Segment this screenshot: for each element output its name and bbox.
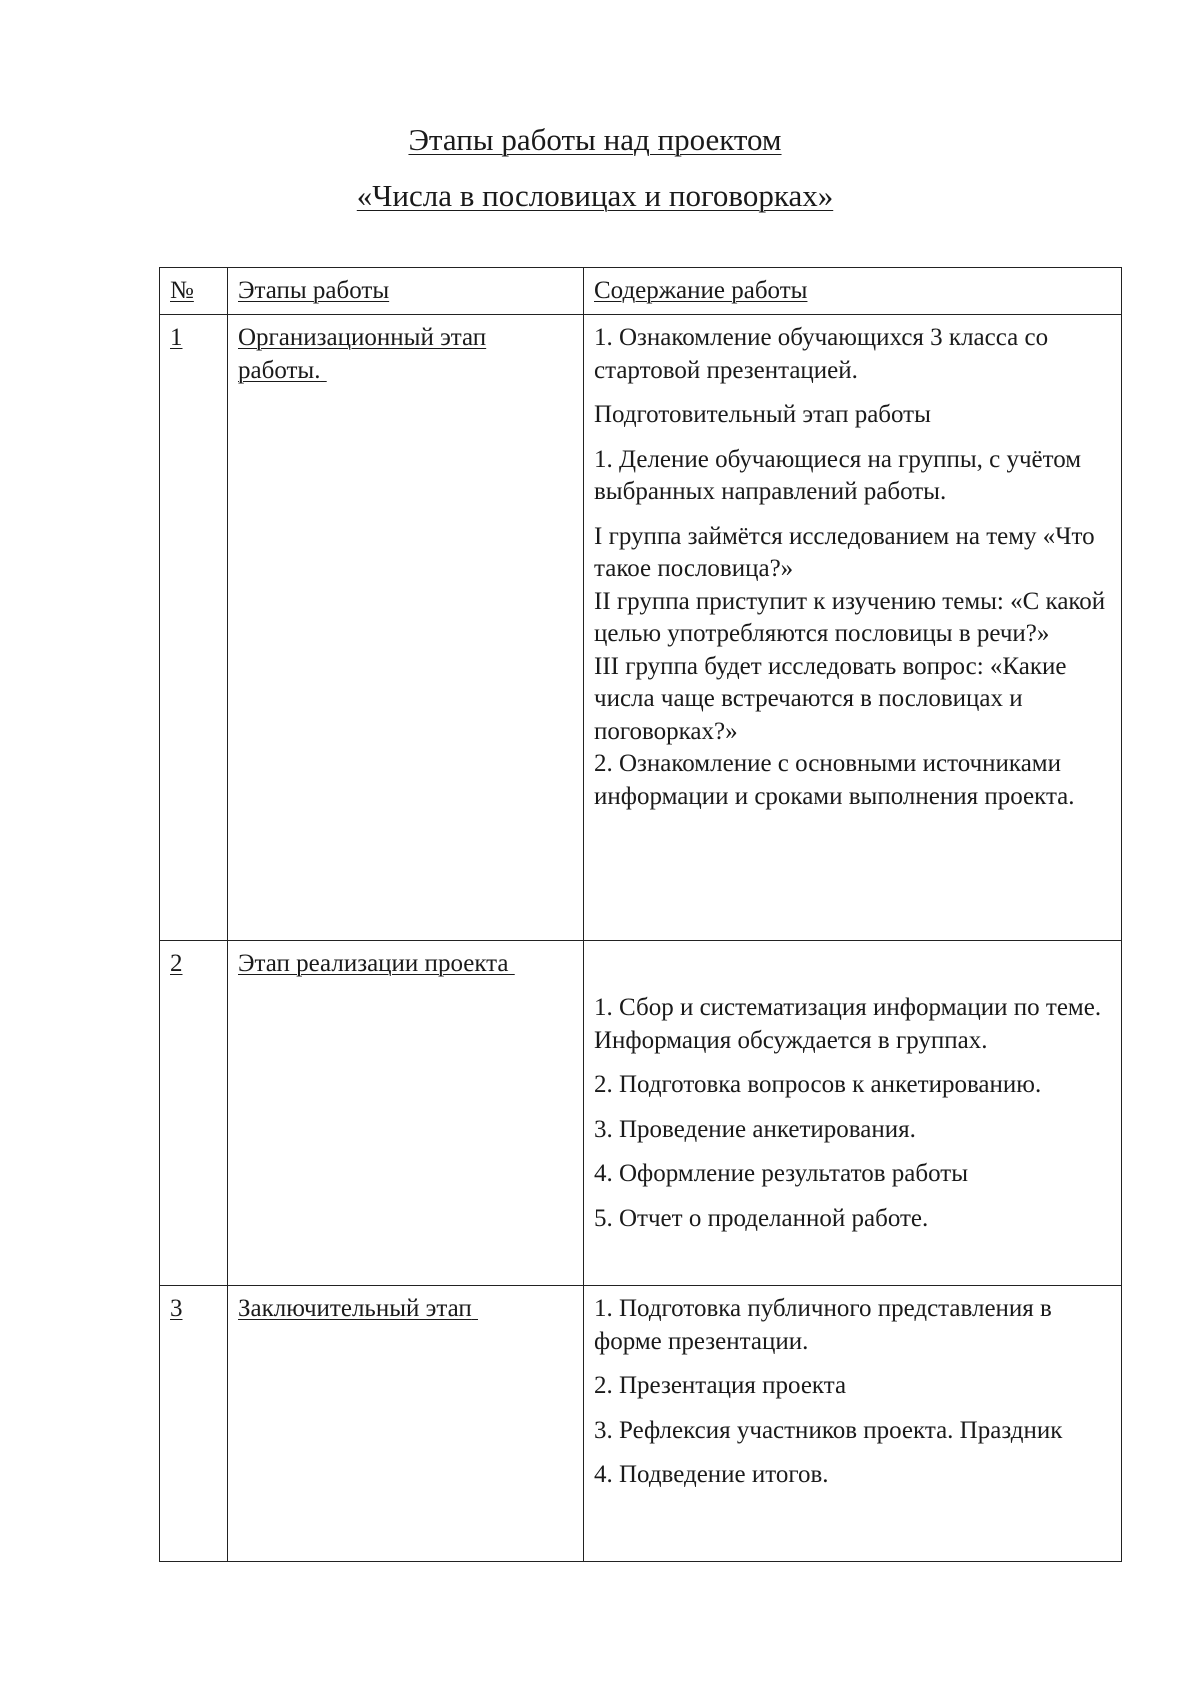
content-paragraph: II группа приступит к изучению темы: «С какой целью употребляются пословицы в речи?» — [594, 587, 1106, 647]
content-paragraph: 3. Рефлексия участников проекта. Праздник — [594, 1416, 1063, 1444]
content-paragraph: 2. Подготовка вопросов к анкетированию. — [594, 1071, 1042, 1098]
content-paragraph: 1. Подготовка публичного представления в форме презентации. — [594, 1295, 1052, 1355]
title-line-2: «Числа в пословицах и поговорках» — [356, 178, 834, 213]
header-cell-stage: Этапы работы — [228, 268, 584, 315]
header-cell-content: Содержание работы — [584, 268, 1122, 315]
stage-name: Организационный этап работы. — [238, 324, 487, 384]
document-title — [0, 112, 1190, 224]
stage-content-cell — [584, 941, 1122, 1286]
stage-name: Заключительный этап — [238, 1295, 472, 1322]
row-number-cell — [160, 315, 228, 941]
row-number: 2 — [170, 950, 183, 977]
stage-name-cell — [228, 1286, 584, 1562]
content-paragraph: 1. Сбор и систематизация информации по теме. Информация обсуждается в группах. — [594, 994, 1102, 1054]
stage-name-cell — [228, 315, 584, 941]
content-paragraph: 2. Ознакомление с основными источниками информации и сроками выполнения проекта. — [594, 750, 1075, 810]
row-number-cell — [160, 1286, 228, 1562]
row-number: 1 — [170, 324, 183, 351]
stage-name-cell — [228, 941, 584, 1286]
content-paragraph: Подготовительный этап работы — [594, 401, 931, 428]
table-row — [160, 315, 1122, 941]
title-line-1: Этапы работы над проектом — [408, 122, 782, 157]
content-paragraph: 4. Подведение итогов. — [594, 1461, 829, 1488]
content-paragraph: I группа займётся исследованием на тему «Что такое пословица?» — [594, 522, 1095, 582]
stage-content-cell — [584, 1286, 1122, 1562]
table-row — [160, 941, 1122, 1286]
content-paragraph: 1. Ознакомление обучающихся 3 класса со стартовой презентацией. — [594, 324, 1049, 384]
content-paragraph: 5. Отчет о проделанной работе. — [594, 1204, 929, 1232]
row-number-cell — [160, 941, 228, 1286]
content-paragraph: 4. Оформление результатов работы — [594, 1160, 968, 1187]
stage-name: Этап реализации проекта — [238, 950, 509, 977]
row-number: 3 — [170, 1295, 183, 1322]
table-header-row — [160, 268, 1122, 315]
content-paragraph: III группа будет исследовать вопрос: «Какие числа чаще встречаются в пословицах и поговорках?» — [594, 652, 1067, 745]
stage-content-cell — [584, 315, 1122, 941]
content-paragraph: 2. Презентация проекта — [594, 1372, 847, 1399]
content-paragraph: 3. Проведение анкетирования. — [594, 1115, 916, 1143]
header-cell-num: № — [160, 268, 228, 315]
stages-table — [159, 267, 1122, 1562]
table-row — [160, 1286, 1122, 1562]
content-paragraph: 1. Деление обучающиеся на группы, с учётом выбранных направлений работы. — [594, 445, 1082, 505]
